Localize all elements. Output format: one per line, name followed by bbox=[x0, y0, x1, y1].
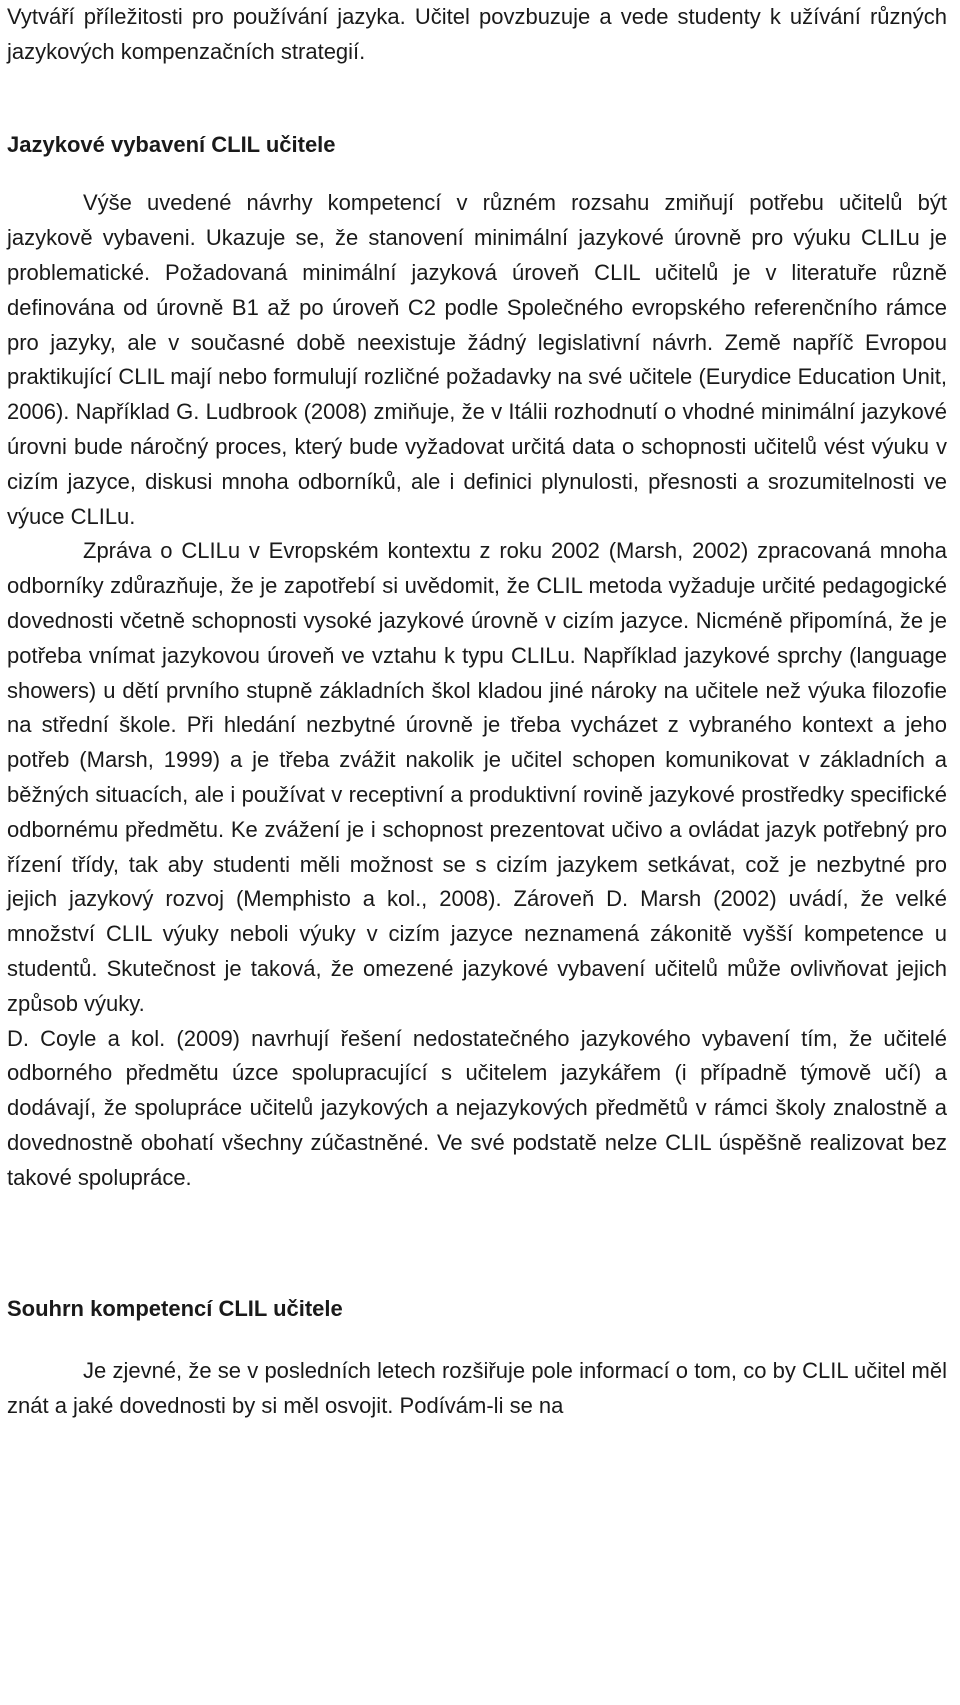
intro-paragraph: Vytváří příležitosti pro používání jazyka. Učitel povzbuzuje a vede studenty k užívání různých jazykových kompenzačních strategií. bbox=[7, 4, 947, 64]
body-paragraph: Je zjevné, že se v posledních letech rozšiřuje pole informací o tom, co by CLIL učitel měl znát a jaké dovednosti by si měl osvojit. Podívám-li se na bbox=[7, 1358, 947, 1419]
section-heading-souhrn-kompetenci: Souhrn kompetencí CLIL učitele bbox=[7, 1295, 343, 1321]
body-paragraph: D. Coyle a kol. (2009) navrhují řešení nedostatečného jazykového vybavení tím, že učitelé odborného předmětu úzce spolupracující s učitelem jazykářem (i případně týmově učí) a dodávají, že spolupráce učitelů jazykových a nejazykových předmětů v rámci školy znalostně a dovednostně obohatí všechny zúčastněné. Ve své podstatě nelze CLIL úspěšně realizovat bez takové spolupráce. bbox=[7, 1025, 947, 1190]
body-paragraph: Zpráva o CLILu v Evropském kontextu z roku 2002 (Marsh, 2002) zpracovaná mnoha odborníky zdůrazňuje, že je zapotřebí si uvědomit, že CLIL metoda vyžaduje určité pedagogické dovednosti včetně schopnosti vysoké jazykové úrovně v cizím jazyce. Nicméně připomíná, že je potřeba vnímat jazykovou úroveň ve vztahu k typu CLILu. Například jazykové sprchy (language showers) u dětí prvního stupně základních škol kladou jiné nároky na učitele než výuka filozofie na střední škole. Při hledání nezbytné úrovně je třeba vycházet z vybraného kontext a jeho potřeb (Marsh, 1999) a je třeba zvážit nakolik je učitel schopen komunikovat v základních a běžných situacích, ale i používat v receptivní a produktivní rovině jazykové prostředky specifické odbornému předmětu. Ke zvážení je i schopnost prezentovat učivo a ovládat jazyk potřebný pro řízení třídy, tak aby studenti měli možnost se s cizím jazykem setkávat, což je nezbytné pro jejich jazykový rozvoj (Memphisto a kol., 2008). Zároveň D. Marsh (2002) uvádí, že velké množství CLIL výuky neboli výuky v cizím jazyce neznamená zákonitě vyšší kompetence u studentů. Skutečnost je taková, že omezené jazykové vybavení učitelů může ovlivňovat jejich způsob výuky. bbox=[7, 538, 947, 1016]
document-page bbox=[7, 0, 947, 1424]
section-heading-jazykove-vybaveni: Jazykové vybavení CLIL učitele bbox=[7, 131, 336, 157]
body-paragraph: Výše uvedené návrhy kompetencí v různém rozsahu zmiňují potřebu učitelů být jazykově vybaveni. Ukazuje se, že stanovení minimální jazykové úrovně pro výuku CLILu je problematické. Požadovaná minimální jazyková úroveň CLIL učitelů je v literatuře různě definována od úrovně B1 až po úroveň C2 podle Společného evropského referenčního rámce pro jazyky, ale v současné době neexistuje žádný legislativní návrh. Země napříč Evropou praktikující CLIL mají nebo formulují rozličné požadavky na své učitele (Eurydice Education Unit, 2006). Například G. Ludbrook (2008) zmiňuje, že v Itálii rozhodnutí o vhodné minimální jazykové úrovni bude náročný proces, který bude vyžadovat určitá data o schopnosti učitelů vést výuku v cizím jazyce, diskusi mnoha odborníků, ale i definici plynulosti, přesnosti a srozumitelnosti ve výuce CLILu. bbox=[7, 190, 947, 529]
